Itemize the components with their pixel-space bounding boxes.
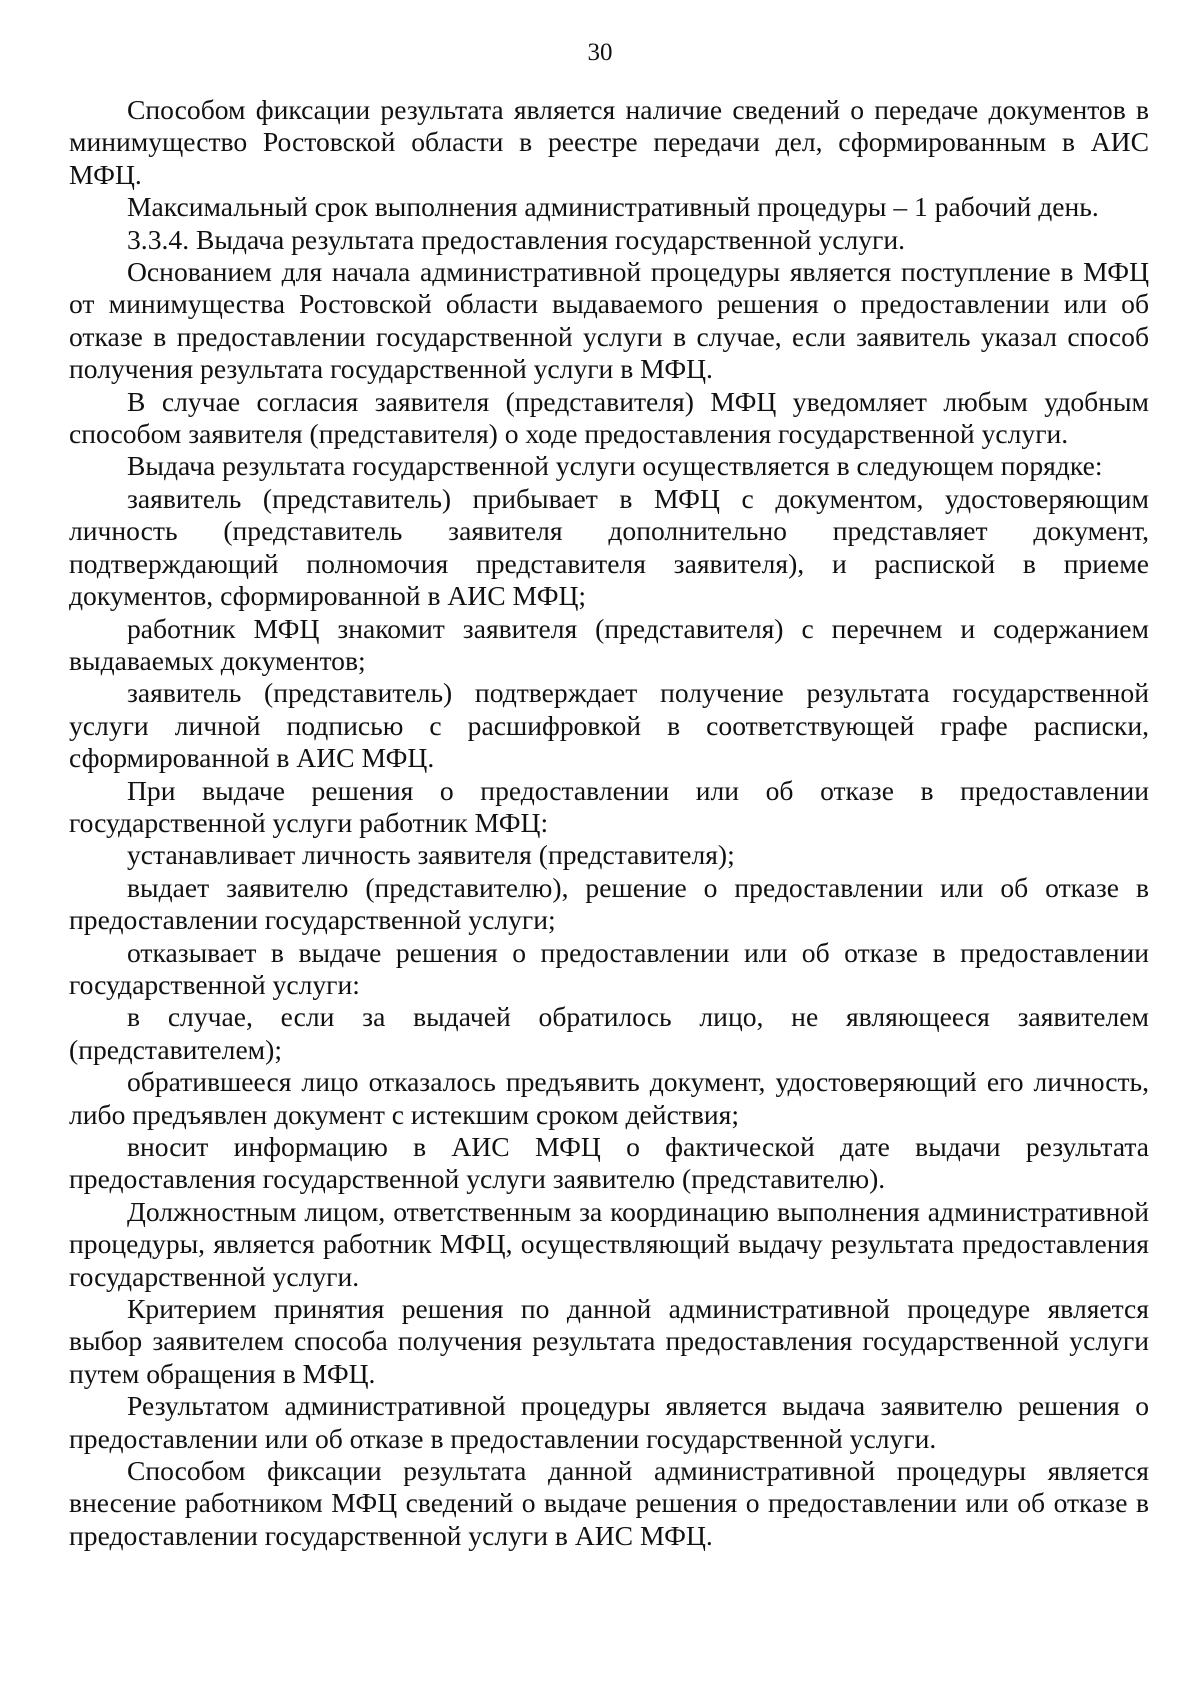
paragraph: В случае согласия заявителя (представителя) МФЦ уведомляет любым удобным способом заявителя (представителя) о ходе предоставления государственной услуги. [69, 385, 1149, 450]
list-item: в случае, если за выдачей обратилось лицо, не являющееся заявителем (представителем); [69, 1001, 1149, 1065]
list-item: обратившееся лицо отказалось предъявить документ, удостоверяющий его личность, либо предъявлен документ с истекшим сроком действия; [69, 1066, 1149, 1130]
paragraph: При выдаче решения о предоставлении или об отказе в предоставлении государственной услуги работник МФЦ: [69, 774, 1149, 838]
page-number: 30 [587, 39, 613, 66]
list-item: устанавливает личность заявителя (представителя); [127, 839, 735, 871]
paragraph: Должностным лицом, ответственным за координацию выполнения административной процедуры, является работник МФЦ, осуществляющий выдачу результата предоставления государственной услуги. [69, 1195, 1149, 1292]
list-item: вносит информацию в АИС МФЦ о фактической дате выдачи результата предоставления государственной услуги заявителю (представителю). [69, 1131, 1149, 1195]
paragraph: Выдача результата государственной услуги осуществляется в следующем порядке: [127, 450, 1103, 482]
paragraph: Способом фиксации результата данной административной процедуры является внесение работником МФЦ сведений о выдаче решения о предоставлении или об отказе в предоставлении государственной услуги в АИС МФЦ. [69, 1455, 1149, 1551]
list-item: заявитель (представитель) подтверждает получение результата государственной услуги личной подписью с расшифровкой в соответствующей графе расписки, сформированной в АИС МФЦ. [69, 677, 1149, 774]
paragraph: Основанием для начала административной процедуры является поступление в МФЦ от минимущества Ростовской области выдаваемого решения о предоставлении или об отказе в предоставлении государственной услуги в случае, если заявитель указал способ получения результата государственной услуги в МФЦ. [69, 256, 1149, 385]
paragraph: Результатом административной процедуры является выдача заявителю решения о предоставлении или об отказе в предоставлении государственной услуги. [69, 1390, 1149, 1454]
list-item: отказывает в выдаче решения о предоставлении или об отказе в предоставлении государственной услуги: [69, 936, 1149, 1000]
list-item: выдает заявителю (представителю), решение о предоставлении или об отказе в предоставлении государственной услуги; [69, 871, 1149, 936]
document-body [69, 94, 1149, 1552]
paragraph: Способом фиксации результата является наличие сведений о передаче документов в минимущество Ростовской области в реестре передачи дел, сформированным в АИС МФЦ. [69, 94, 1149, 190]
paragraph: Критерием принятия решения по данной административной процедуре является выбор заявителем способа получения результата предоставления государственной услуги путем обращения в МФЦ. [69, 1293, 1149, 1389]
list-item: работник МФЦ знакомит заявителя (представителя) с перечнем и содержанием выдаваемых документов; [69, 612, 1149, 676]
section-heading: 3.3.4. Выдача результата предоставления государственной услуги. [127, 223, 906, 255]
list-item: заявитель (представитель) прибывает в МФЦ с документом, удостоверяющим личность (представитель заявителя дополнительно представляет документ, подтверждающий полномочия представителя заявителя), и распиской в приеме документов, сформированной в АИС МФЦ; [69, 482, 1149, 612]
paragraph: Максимальный срок выполнения административный процедуры – 1 рабочий день. [127, 191, 1099, 223]
